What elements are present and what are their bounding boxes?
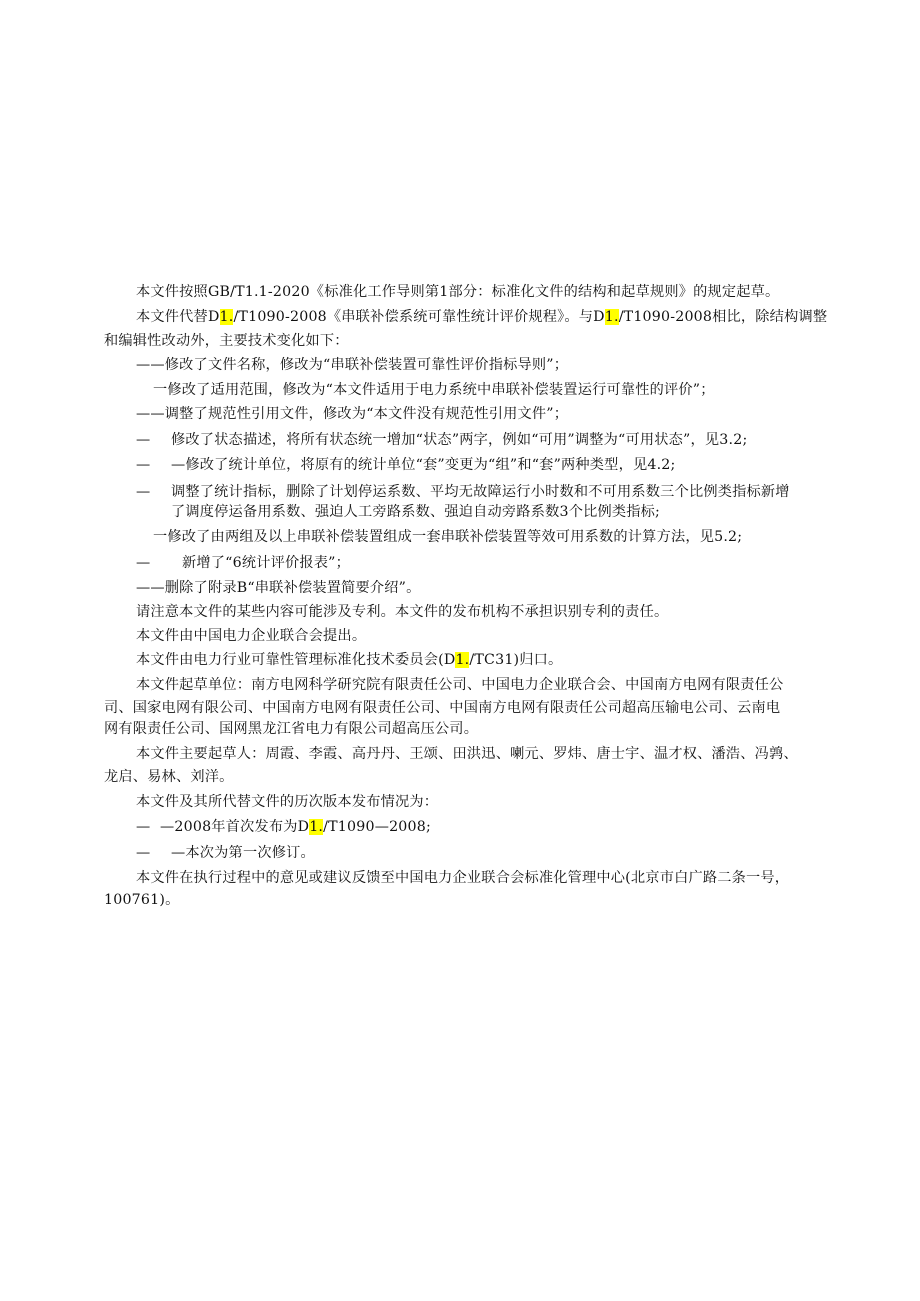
drafters-paragraph-line-2: 龙启、易林、刘洋。 — [104, 769, 234, 785]
history-text-b: /T1090—2008; — [323, 819, 431, 835]
change-item-5: —修改了统计单位，将原有的统计单位“套”变更为“组”和“套”两种类型，见4.2; — [171, 457, 676, 473]
change-item-7: 一修改了由两组及以上串联补偿装置组成一套串联补偿装置等效可用系数的计算方法，见5.2; — [153, 529, 743, 545]
units-paragraph-line-1: 本文件起草单位：南方电网科学研究院有限责任公司、中国电力企业联合会、中国南方电网有限责任公 — [136, 677, 784, 693]
change-item-8: 新增了“6统计评价报表”； — [182, 555, 351, 571]
change-item-3: ——调整了规范性引用文件，修改为“本文件没有规范性引用文件”； — [136, 406, 569, 422]
history-item-1 — [160, 817, 431, 837]
history-item-2-dash: — — [136, 845, 151, 861]
replace-paragraph-line-1 — [136, 307, 827, 327]
replace-text-a: 本文件代替D — [136, 309, 220, 325]
patent-paragraph: 请注意本文件的某些内容可能涉及专利。本文件的发布机构不承担识别专利的责任。 — [136, 604, 669, 620]
feedback-paragraph-line-1: 本文件在执行过程中的意见或建议反馈至中国电力企业联合会标准化管理中心(北京市白广路二条一号， — [136, 870, 790, 886]
change-item-9: ——删除了附录B“串联补偿装置简要介绍”。 — [136, 580, 421, 596]
change-item-6-line-1: 调整了统计指标，删除了计划停运系数、平均无故障运行小时数和不可用系数三个比例类指标新增 — [171, 484, 790, 500]
change-item-5-dash: — — [136, 457, 151, 473]
change-item-4: 修改了状态描述，将所有状态统一增加“状态”两字，例如“可用”调整为“可用状态”，见3.2; — [171, 432, 748, 448]
history-paragraph: 本文件及其所代替文件的历次版本发布情况为： — [136, 794, 439, 810]
managed-paragraph — [136, 650, 562, 670]
change-item-4-dash: — — [136, 432, 151, 448]
history-item-2: —本次为第一次修订。 — [171, 845, 315, 861]
change-item-2: 一修改了适用范围，修改为“本文件适用于电力系统中串联补偿装置运行可靠性的评价”； — [153, 382, 715, 398]
units-paragraph-line-2: 司、国家电网有限公司、中国南方电网有限责任公司、中国南方电网有限责任公司超高压输电公司、云南电 — [104, 700, 781, 716]
history-item-1-dash: — — [136, 819, 151, 835]
units-paragraph-line-3: 网有限责任公司、国网黑龙江省电力有限公司超高压公司。 — [104, 721, 479, 737]
proposed-paragraph: 本文件由中国电力企业联合会提出。 — [136, 628, 367, 644]
highlight-mark: 1. — [604, 309, 619, 325]
basis-paragraph: 本文件按照GB/T1.1-2020《标准化工作导则第1部分：标准化文件的结构和起草规则》的规定起草。 — [136, 284, 780, 300]
drafters-paragraph-line-1: 本文件主要起草人：周霞、李霞、高丹丹、王颂、田洪迅、喇元、罗炜、唐士宇、温才权、潘浩、冯鹑、 — [136, 746, 798, 762]
feedback-paragraph-line-2: 100761)。 — [104, 892, 180, 908]
managed-text-b: /TC31)归口。 — [469, 652, 563, 668]
change-item-1: ——修改了文件名称，修改为“串联补偿装置可靠性评价指标导则”； — [136, 357, 569, 373]
highlight-mark: 1. — [455, 652, 470, 668]
replace-text-b: /T1090-2008《串联补偿系统可靠性统计评价规程》。与D — [233, 309, 605, 325]
change-item-6-line-2: 了调度停运备用系数、强迫人工旁路系数、强迫自动旁路系数3个比例类指标; — [171, 504, 660, 520]
replace-paragraph-line-2: 和编辑性改动外，主要技术变化如下： — [104, 333, 349, 349]
history-text-a: —2008年首次发布为D — [160, 819, 310, 835]
change-item-8-dash: — — [136, 555, 151, 571]
change-item-6-dash: — — [136, 484, 151, 500]
managed-text-a: 本文件由电力行业可靠性管理标准化技术委员会(D — [136, 652, 456, 668]
highlight-mark: 1. — [219, 309, 234, 325]
highlight-mark: 1. — [309, 819, 324, 835]
replace-text-c: /T1090-2008相比，除结构调整 — [618, 309, 828, 325]
